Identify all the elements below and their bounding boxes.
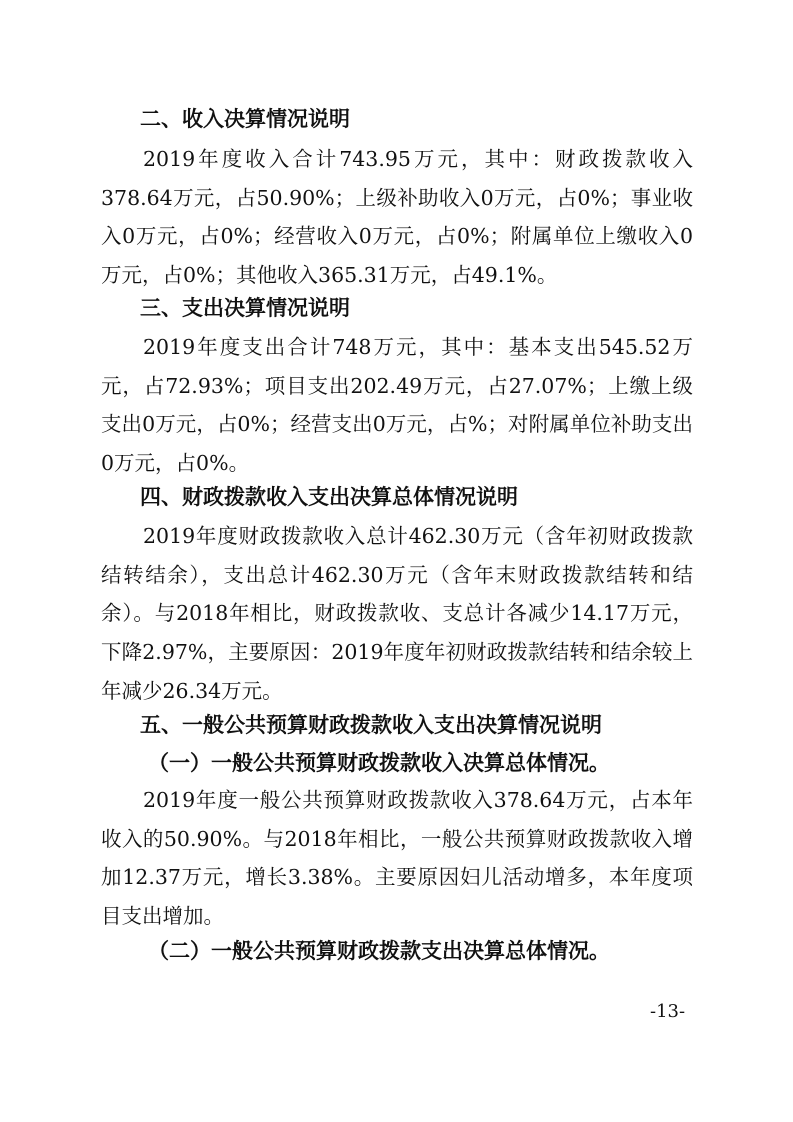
section-heading-income: 二、收入决算情况说明 (140, 107, 350, 131)
paragraph-expenditure: 2019年度支出合计748万元，其中：基本支出545.52万元，占72.93%；项目支出202.49万元，占27.07%；上缴上级支出0万元，占0%；经营支出0万元，占%；对附属单位补助支出0万元，占0%。 (101, 335, 693, 476)
section-heading-general-budget: 五、一般公共预算财政拨款收入支出决算情况说明 (140, 713, 602, 737)
subheading-general-budget-expenditure: （二）一般公共预算财政拨款支出决算总体情况。 (148, 939, 610, 963)
page-number: -13- (650, 1001, 686, 1022)
paragraph-income: 2019年度收入合计743.95万元，其中：财政拨款收入378.64万元，占50.90%；上级补助收入0万元，占0%；事业收入0万元，占0%；经营收入0万元，占0%；附属单位上缴收入0万元，占0%；其他收入365.31万元，占49.1%。 (101, 147, 693, 288)
paragraph-general-budget-income: 2019年度一般公共预算财政拨款收入378.64万元，占本年收入的50.90%。与2018年相比，一般公共预算财政拨款收入增加12.37万元，增长3.38%。主要原因妇儿活动增多，本年度项目支出增加。 (101, 788, 693, 929)
section-heading-expenditure: 三、支出决算情况说明 (140, 296, 350, 320)
paragraph-fiscal-overall: 2019年度财政拨款收入总计462.30万元（含年初财政拨款结转结余），支出总计462.30万元（含年末财政拨款结转和结余）。与2018年相比，财政拨款收、支总计各减少14.17万元，下降2.97%，主要原因：2019年度年初财政拨款结转和结余较上年减少26.34万元。 (101, 524, 693, 703)
section-heading-fiscal-overall: 四、财政拨款收入支出决算总体情况说明 (140, 485, 518, 509)
subheading-general-budget-income: （一）一般公共预算财政拨款收入决算总体情况。 (148, 751, 610, 775)
